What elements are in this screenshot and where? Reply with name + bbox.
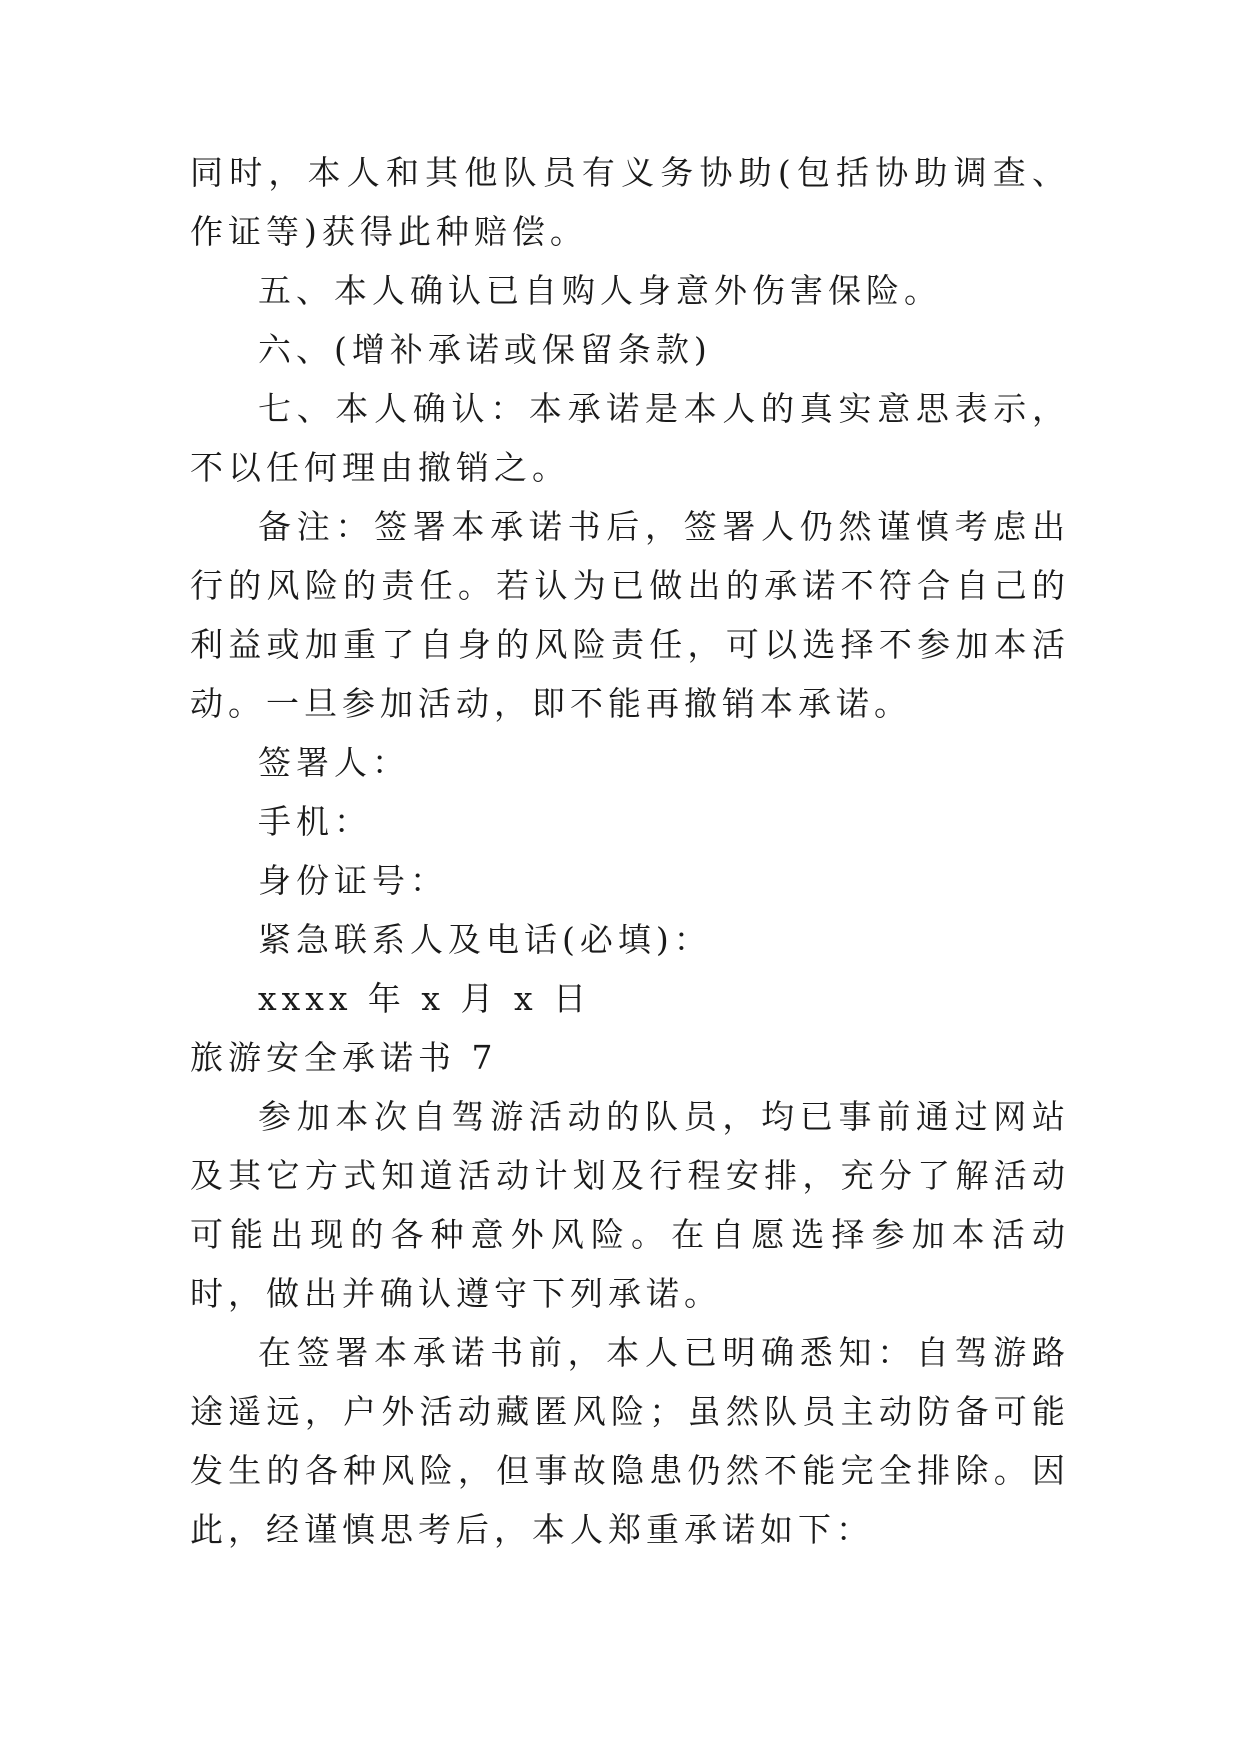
section-title: 旅游安全承诺书 7 [190, 1038, 498, 1077]
paragraph-intro: 参加本次自驾游活动的队员，均已事前通过网站及其它方式知道活动计划及行程安排，充分了解活动可能出现的各种意外风险。在自愿选择参加本活动时，做出并确认遵守下列承诺。 [190, 1097, 1070, 1313]
date-line: xxxx 年 x 月 x 日 [258, 979, 592, 1018]
paragraph-clause-five: 五、本人确认已自购人身意外伤害保险。 [258, 271, 942, 310]
document-body [190, 143, 1070, 1559]
phone-label: 手机： [258, 802, 372, 841]
paragraph-compensation-continuation: 同时，本人和其他队员有义务协助(包括协助调查、作证等)获得此种赔偿。 [190, 153, 1070, 251]
paragraph-clause-six: 六、(增补承诺或保留条款) [258, 330, 712, 369]
signatory-label: 签署人： [258, 743, 410, 782]
paragraph-clause-seven: 七、本人确认：本承诺是本人的真实意思表示，不以任何理由撤销之。 [190, 389, 1070, 487]
emergency-contact-label: 紧急联系人及电话(必填)： [258, 920, 712, 959]
paragraph-remarks: 备注：签署本承诺书后，签署人仍然谨慎考虑出行的风险的责任。若认为已做出的承诺不符合自己的利益或加重了自身的风险责任，可以选择不参加本活动。一旦参加活动，即不能再撤销本承诺。 [190, 507, 1070, 723]
paragraph-acknowledgement: 在签署本承诺书前，本人已明确悉知：自驾游路途遥远，户外活动藏匿风险；虽然队员主动防备可能发生的各种风险，但事故隐患仍然不能完全排除。因此，经谨慎思考后，本人郑重承诺如下： [190, 1333, 1070, 1549]
id-number-label: 身份证号： [258, 861, 448, 900]
